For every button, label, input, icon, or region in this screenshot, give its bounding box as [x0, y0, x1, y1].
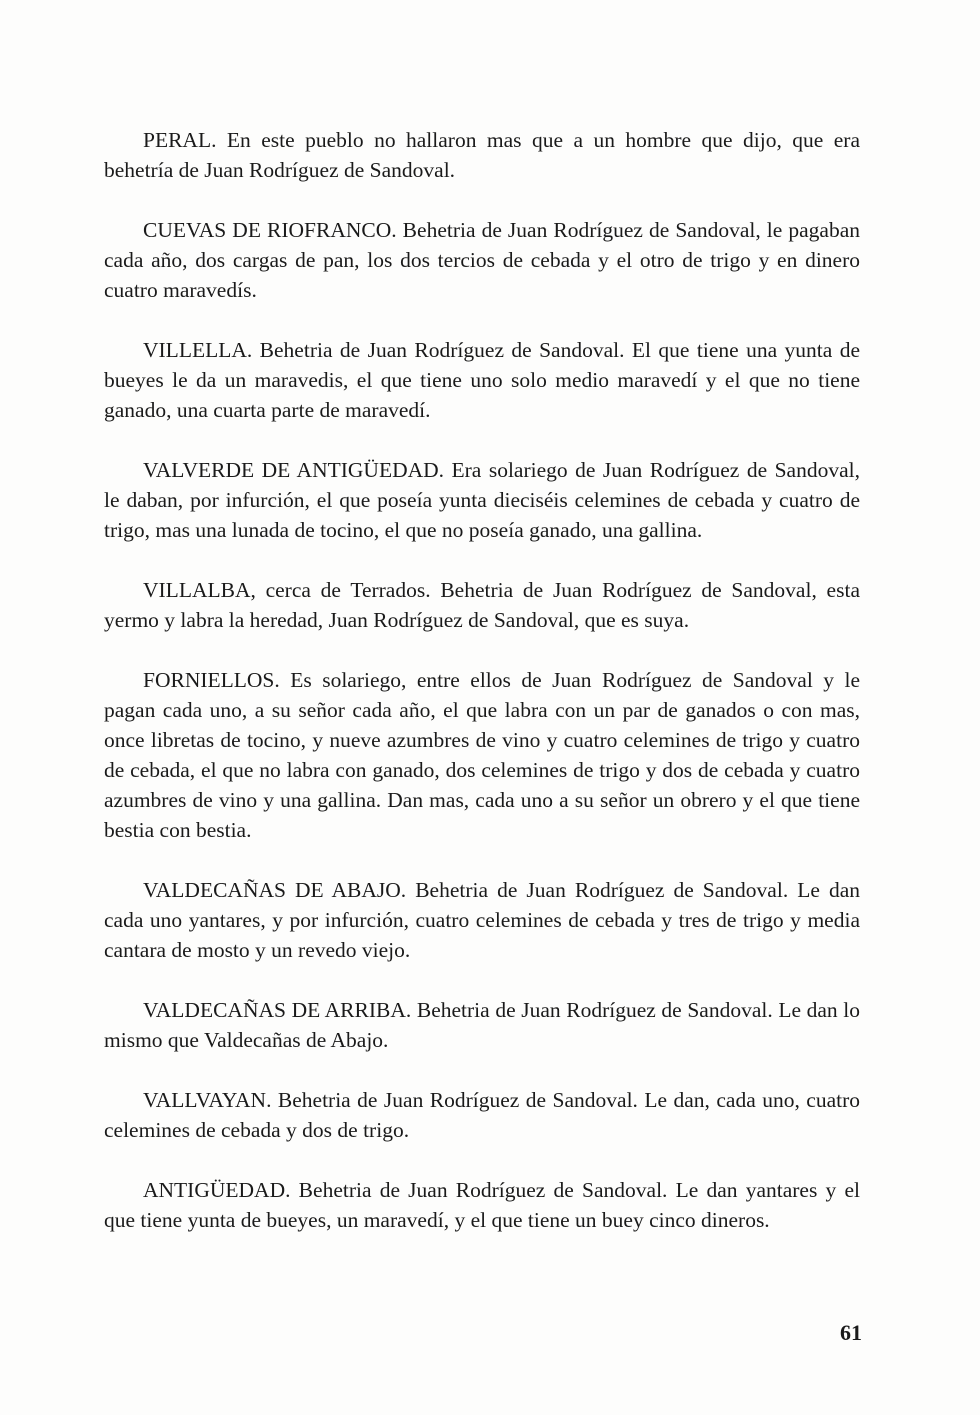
body-text — [104, 125, 860, 1265]
entry-valdecanas-de-arriba: VALDECAÑAS DE ARRIBA. Behetria de Juan Rodríguez de Sandoval. Le dan lo mismo que Valdecañas de Abajo. — [104, 998, 860, 1052]
entry-forniellos: FORNIELLOS. Es solariego, entre ellos de Juan Rodríguez de Sandoval y le pagan cada uno, a su señor cada año, el que labra con un par de ganados o con mas, once libretas de tocino, y nueve azumbres de vino y cuatro celemines de trigo y cuatro de cebada, el que no labra con ganado, dos celemines de trigo y dos de cebada y cuatro azumbres de vino y una gallina. Dan mas, cada uno a su señor un obrero y el que tiene bestia con bestia. — [104, 668, 860, 842]
entry-villella: VILLELLA. Behetria de Juan Rodríguez de Sandoval. El que tiene una yunta de bueyes le da un maravedis, el que tiene uno solo medio maravedí y el que no tiene ganado, una cuarta parte de maravedí. — [104, 338, 860, 422]
entry-villalba: VILLALBA, cerca de Terrados. Behetria de Juan Rodríguez de Sandoval, esta yermo y labra la heredad, Juan Rodríguez de Sandoval, que es suya. — [104, 578, 860, 632]
page-number: 61 — [840, 1320, 862, 1345]
entry-valverde-de-antiguedad: VALVERDE DE ANTIGÜEDAD. Era solariego de Juan Rodríguez de Sandoval, le daban, por infurción, el que poseía yunta dieciséis celemines de cebada y cuatro de trigo, mas una lunada de tocino, el que no poseía ganado, una gallina. — [104, 458, 860, 542]
entry-valdecanas-de-abajo: VALDECAÑAS DE ABAJO. Behetria de Juan Rodríguez de Sandoval. Le dan cada uno yantares, y por infurción, cuatro celemines de cebada y tres de trigo y media cantara de mosto y un revedo viejo. — [104, 878, 860, 962]
entry-cuevas-de-riofranco: CUEVAS DE RIOFRANCO. Behetria de Juan Rodríguez de Sandoval, le pagaban cada año, dos cargas de pan, los dos tercios de cebada y el otro de trigo y en dinero cuatro maravedís. — [104, 218, 860, 302]
entry-antiguedad: ANTIGÜEDAD. Behetria de Juan Rodríguez de Sandoval. Le dan yantares y el que tiene yunta de bueyes, un maravedí, y el que tiene un buey cinco dineros. — [104, 1178, 860, 1232]
entry-vallvayan: VALLVAYAN. Behetria de Juan Rodríguez de Sandoval. Le dan, cada uno, cuatro celemines de cebada y dos de trigo. — [104, 1088, 860, 1142]
entry-peral: PERAL. En este pueblo no hallaron mas que a un hombre que dijo, que era behetría de Juan Rodríguez de Sandoval. — [104, 128, 860, 182]
